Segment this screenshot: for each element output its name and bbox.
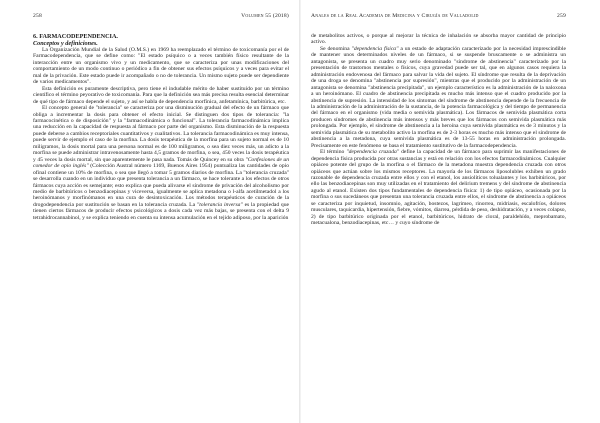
right-paragraph-2-part-2: a un estado de adaptación caracterizado por la necesidad imprescindible de mantener unos determinados niveles de un fármaco, si se suspende bruscamente o se administra un antagonista, se presenta un cuadro muy serio denominado "síndrome de abstinencia" caracterizado por la presentación de trastornos mentales o físicos, cuya gravedad puede ser tal, que en algunos casos requiera la administración endovenosa del fármaco para salvar la vida del sujeto. El síndrome que resulta de la deprivación de una droga se denomina "abstinencia por supresión", mientras que el producido por la administración de un antagonista se denomina "abstinencia precipitada", un ejemplo característico es la administración de la naloxona a un heroinómano. El cuadro de abstinencia precipitada es mucho más intenso que el cuadro producido por la abstinencia de supresión. La intensidad de los síntomas del síndrome de abstinencia depende de la frecuencia de la administración de la administración de la sustancia, de la potencia farmacológica y del tiempo de permanencia del fármaco en el organismo (vida media o semivida plasmática). Los fármacos de semivida plasmática corta producen síndromes de abstinencia más intensos y más breves que los fármacos con semivida plasmática más prolongada. Por ejemplo, el síndrome de abstinencia a la heroína cuya semivida plasmática es de 3 minutos y la semivida plasmática de su metabolito activo la morfina es de 2-3 horas es mucho más intenso que el síndrome de abstinencia a la metadona, cuya semivida plasmática es de 13-55 horas en administración prolongada. Precisamente en este fenómeno se basa el tratamiento sustitutivo de la farmacodependencia. [311, 45, 566, 149]
cross-dependence-term: "dependencia cruzada" [346, 149, 400, 156]
quote-title: "Confesiones de un comedor de opio inglés" [33, 156, 289, 170]
left-page-number: 258 [33, 13, 42, 19]
right-paragraph-3 [311, 149, 566, 226]
section-subheading: Conceptos y definiciones. [33, 40, 98, 47]
left-paragraph-3-part-2: (Colección Austral número 1169, Buenos Aires 1954) puntualiza las cantidades de opio ofinal contiene un 10% de morfina, o sea que llegó a tomar 5 gramos diarios de morfina. La "tolerancia cruzada" se desarrolla cuando en un individuo que presenta tolerancia a un fármaco, se hace tolerante a los efectos de otros fármacos cuya acción es semejante; esto explica que pueda alivarse el síndrome de privación del alcoholismo por medio de barbitúricos o benzodiacepinas y viceversa, igualmente se aplica metadona o l-alfa acetilmetadol a los heroinómanos y morfinómanos en una cura de desintoxicación. Los métodos terapéuticos de curación de la drogodependencia por sustitución se basan en la tolerancia cruzada. La [33, 163, 290, 208]
left-paragraph-2: Esta definición es puramente descriptiva, pero tiene el indudable mérito de haber sustituido por un término científico el término peyorativo de toxicomanía. Para que la definición sea más precisa resulta esencial determinar de qué tipo de fármaco depende el sujeto, y así se habla de dependencia morfínica, anfetamínica, barbitúrica, etc. [33, 85, 289, 105]
left-paragraph-3-part-1: El concepto general de "tolerancia" se caracteriza por una disminución gradual del efecto de un fármaco que obliga a incrementar la dosis para obtener el efecto inicial. Se distinguen dos tipos de tolerancia: "la farmacocinética o de disposición" y la "farmacodinámica o funcional". La tolerancia farmacodinámica implica una reducción en la capacidad de respuesta al fármaco por parte del organismo. Esta disminución de la respuesta puede deberse a cambios receptoriales cuantitativos y cualitativos. La tolerancia farmacodinámica es muy intensa, puede servir de ejemplo el caso de la morfina. La dosis terapéutica de la morfina para un sujeto normal es de 10 miligramos, la dosis mortal para una persona normal es de 100 miligramos, o sea diez veces más, un adicto a la morfina se puede administrar intravenosamente hasta 4,5 gramos de morfina, o sea, 450 veces la dosis terapéutica y 45 veces la dosis mortal, sin que aparentemente le pasa nada. Tomás de Quincey en su obra [33, 105, 289, 163]
right-paragraph-3-part-2: define la capacidad de un fármaco para suprimir las manifestaciones de dependencia física producida por otras sustancias y está en relación con los efectos farmacodinámicos. Cualquier opiáceo potente del grupo de la morfina o el fármaco de la metadona muestra dependencia cruzada con otros opiáceos que actúan sobre los mismos receptores. La mayoría de los fármacos liposolubles exhiben un grado razonable de dependencia cruzada entre ellos y con el etanol, los ansiolíticos tolualantes y los barbitúricos, por ello las benzodiacepinas son muy utilizadas en el tratamiento del delirium tremens y del síndrome de abstinencia agudo al etanol. Existen dos tipos fundamentales de dependencia física: 1) de tipo opiáceo, ocasionada por la morfina o sus sucedáneos que presentan una tolerancia cruzada entre ellos, el síndrome de abstinencia a opiáceos se caracteriza por inquietud, insomnio, agitación, bostezos, lagrimeo, rinorrea, midriasis, escalofríos, dolores musculares, taquicardia, hipertensión, fiebre, vómitos, diarrea, pérdida de peso, deshidratación, y a veces colapso, 2) de tipo barbitúrico originada por el etanol, barbitúricos, hidrato de cloral, paraldehído, meprobamato, metacualona, benzodiacepinas, etc… y cuyo síndrome de [311, 149, 566, 227]
section-heading: 6. FARMACODEPENDENCIA. [33, 33, 118, 40]
left-paragraph-3-part-3: es la propiedad que tienen ciertos fármacos de producir efectos psicológicos a dosis cada vez más bajas, se presenta con el delta 9 tetrahidrocannabinol, y se explica teniendo en cuenta su intensa acumulación en el tejido adiposo, por la aparición [33, 201, 290, 221]
right-paragraph-3-part-1: El término [320, 149, 345, 156]
left-page-header [33, 13, 289, 33]
left-paragraph-1: La Organización Mundial de la Salud (O.M.S.) en 1969 ha reemplazado el término de toxicomanía por el de Farmacodependencia, que se define como: "El estado psíquico o a veces también físico resultante de la interacción entre un organismo vivo y un medicamento, que se caracteriza por unas modificaciones del comportamiento de un modo continuo o periódico a fin de obtener sus efectos psíquicos y a veces para evitar el mal de la privación. Este estado puede ir acompañado o no de tolerancia. Un mismo sujeto puede ser dependiente de varios medicamentos". [33, 47, 289, 86]
right-paragraph-1: de metabolitos activos, o porque al mejorar la técnica de inhalación se absorba mayor cantidad de principio activo. [311, 33, 566, 46]
right-page [300, 0, 600, 423]
physical-dependence-term: "dependencia física" [351, 45, 399, 52]
right-running-header: Anales de la Real Academia de Medicina y Cirugía de Valladolid [311, 13, 479, 19]
right-page-number: 259 [557, 13, 566, 19]
right-paragraph-2 [311, 46, 566, 149]
left-running-header: Volumen 55 (2018) [241, 13, 289, 19]
right-paragraph-2-part-1: Se denomina [320, 45, 350, 52]
inverse-tolerance-term: "tolerancia inversa" [196, 201, 243, 208]
left-paragraph-3 [33, 105, 289, 221]
right-page-header [311, 13, 566, 33]
